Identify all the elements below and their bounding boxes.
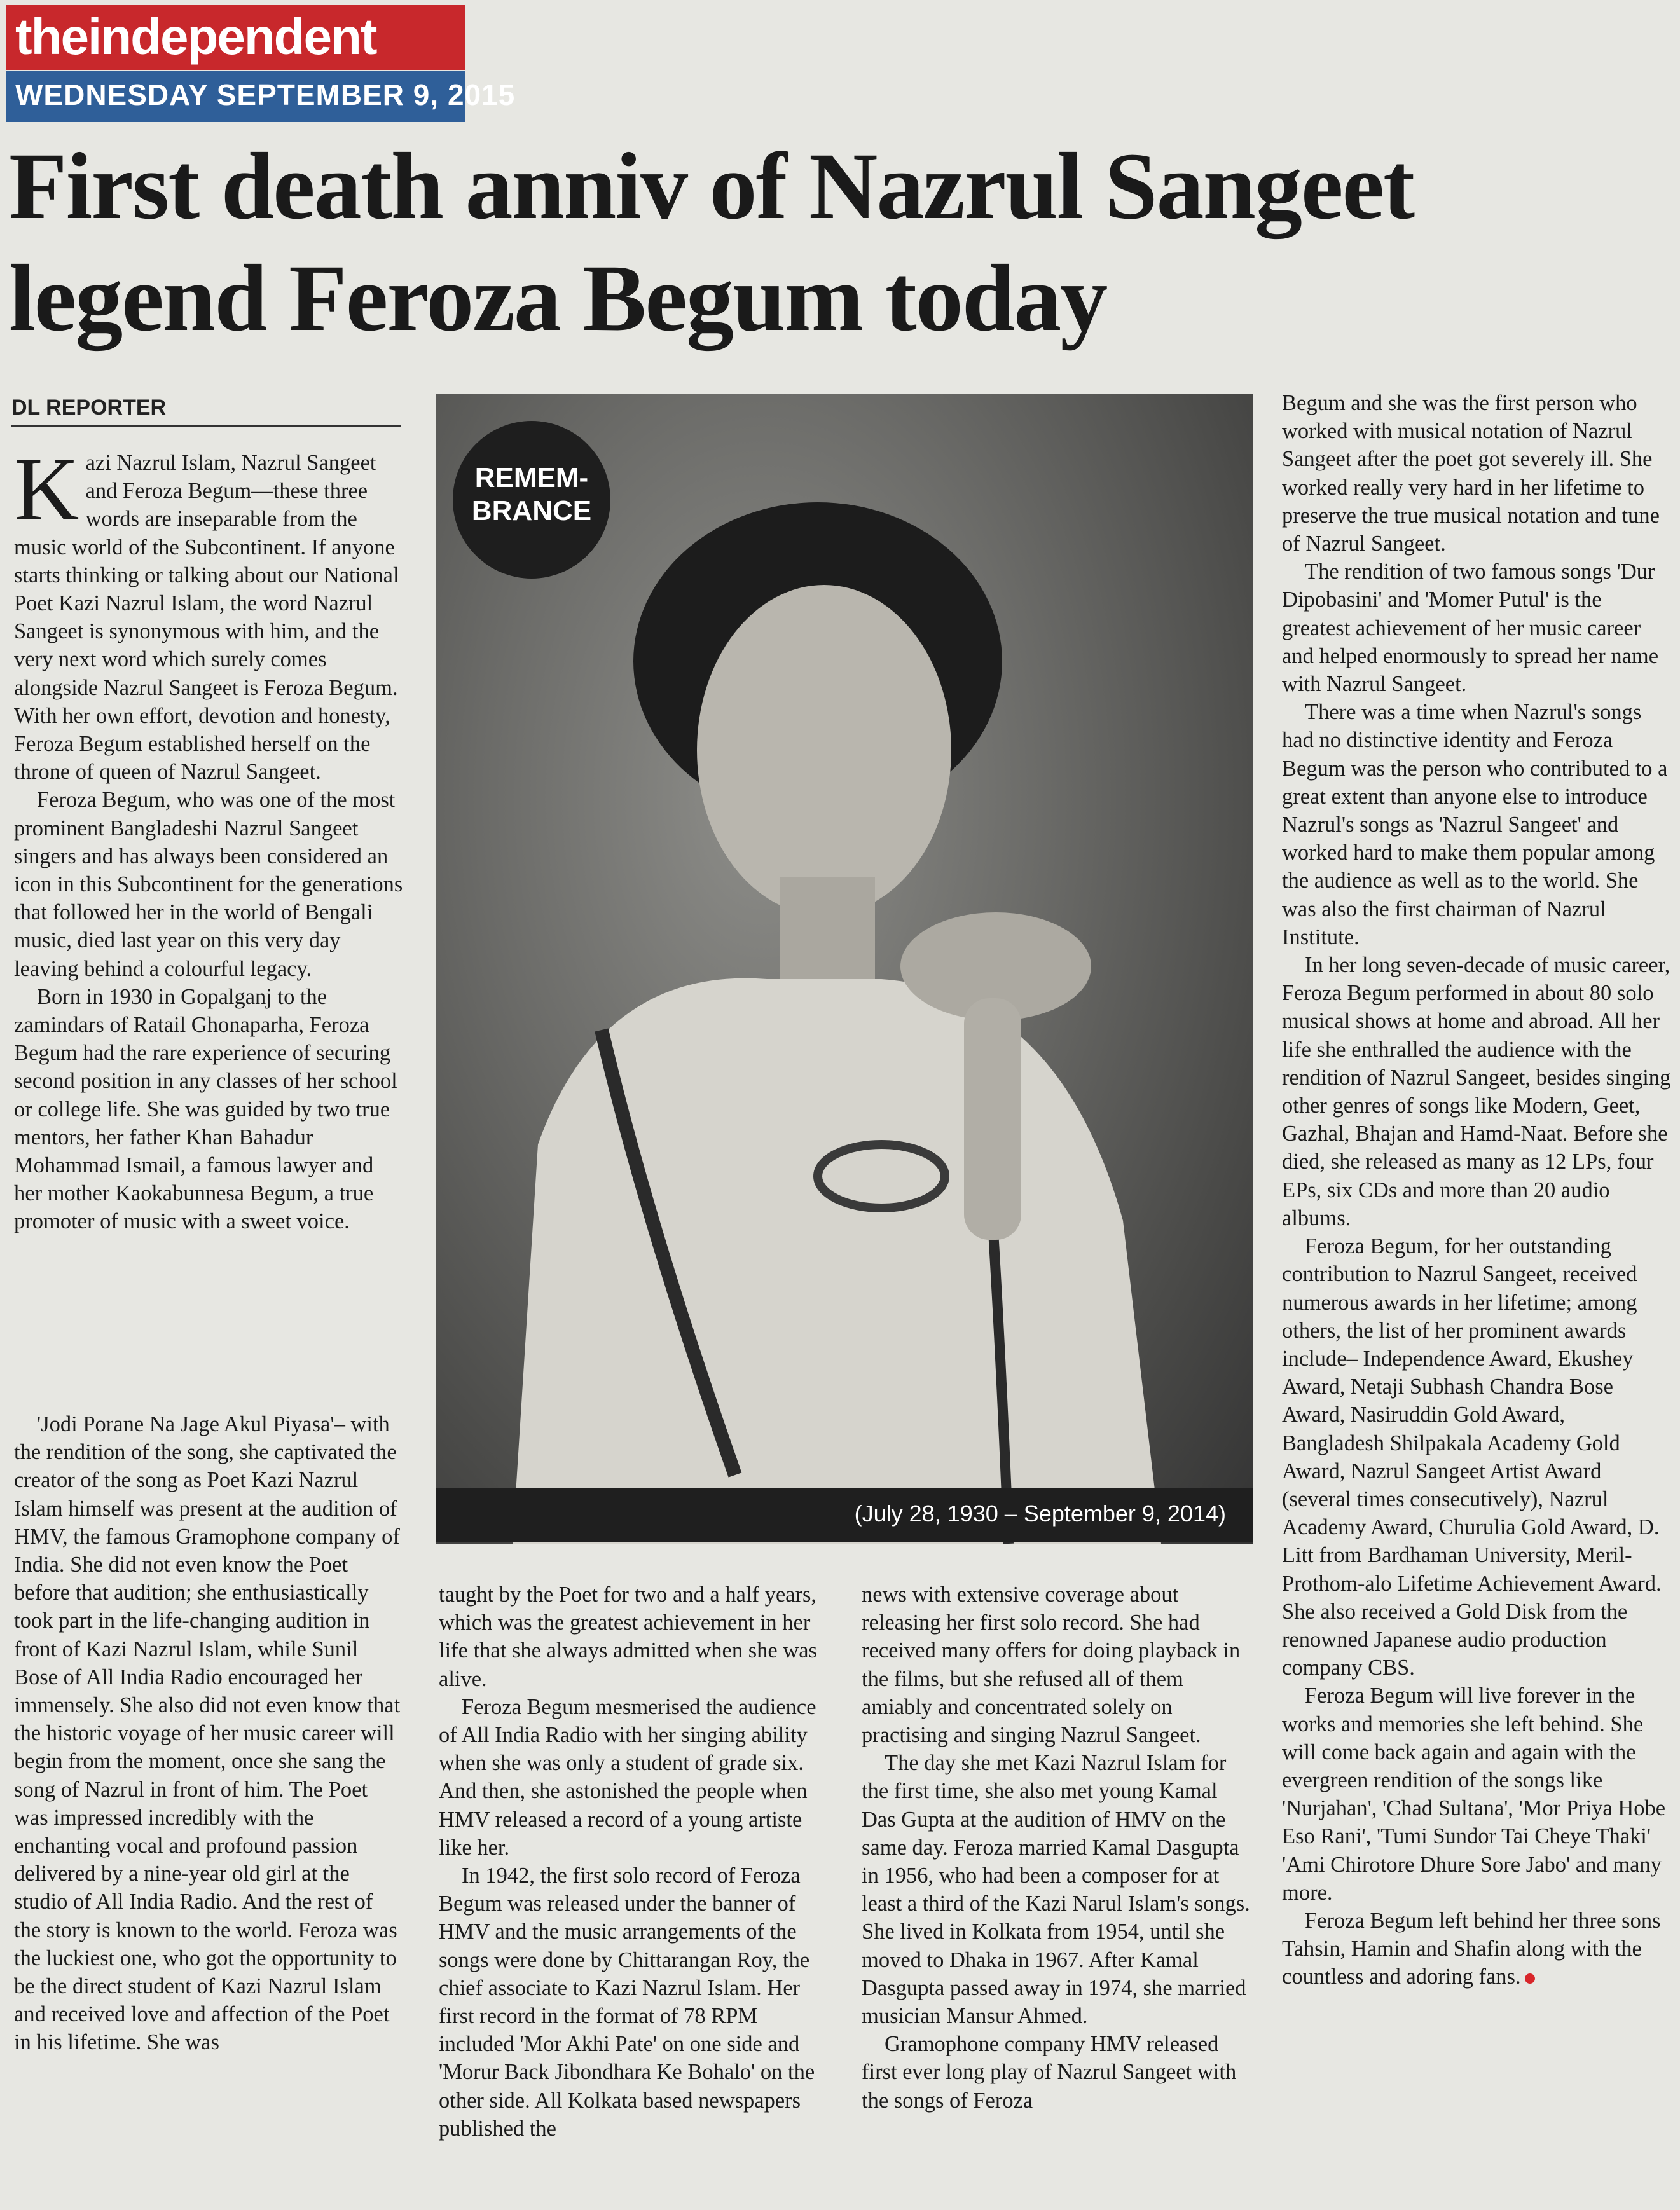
article-column-1-lower	[14, 1410, 403, 2057]
dateline-text: WEDNESDAY SEPTEMBER 9, 2015	[15, 78, 516, 111]
paragraph-7: In 1942, the first solo record of Feroza Begum was released under the banner of HMV and the music arrangements of the songs were done by Chittarangan Roy, the chief associate to Kazi Nazrul Islam. Her first record in the format of 78 RPM included 'Mor Akhi Pate' on one side and 'Morur Back Jibondhara Ke Bohalo' on the other side. All Kolkata based newspapers published the	[439, 1863, 815, 2141]
masthead-title: theindependent	[15, 8, 376, 65]
headline-line2: legend Feroza Begum today	[9, 245, 1107, 351]
remembrance-badge-text	[453, 462, 610, 528]
byline-rule	[11, 425, 401, 427]
paragraph-12: The rendition of two famous songs 'Dur Dipobasini' and 'Momer Putul' is the greatest achievement of her music career and helped enormously to spread her name with Nazrul Sangeet.	[1282, 559, 1659, 697]
article-column-2	[439, 1581, 828, 2143]
paragraph-1	[14, 439, 403, 786]
paragraph-16: Feroza Begum will live forever in the works and memories she left behind. She will come back again and again with the evergreen rendition of the songs like 'Nurjahan', 'Chad Sultana', 'Mor Priya Hobe Eso Rani', 'Tumi Sundor Tai Cheye Thaki' 'Ami Chirotore Dhure Sore Jabo' and many more.	[1282, 1684, 1666, 1905]
paragraph-10: Gramophone company HMV released first ever long play of Nazrul Sangeet with the songs of Feroza	[862, 2032, 1237, 2113]
paragraph-4: 'Jodi Porane Na Jage Akul Piyasa'– with the rendition of the song, she captivated the creator of the song as Poet Kazi Nazrul Islam himself was present at the audition of HMV, the famous Gramophone company of India. She did not even know the Poet before that audition; she enthusiastically took part in the life-changing audition in front of Kazi Nazrul Islam, while Sunil Bose of All India Radio encouraged her immensely. She also did not even know that the historic voyage of her music career will begin from the moment, once she sang the song of Nazrul in front of him. The Poet was impressed incredibly with the enchanting vocal and profound passion delivered by a nine-year old girl at the studio of All India Radio. And the rest of the story is known to the world. Feroza was the luckiest one, who got the opportunity to be the direct student of Kazi Nazrul Islam and received love and affection of the Poet in his lifetime. She was	[14, 1412, 401, 2055]
dropcap: K	[14, 439, 79, 539]
headline-line1: First death anniv of Nazrul Sangeet	[9, 134, 1414, 239]
paragraph-15: Feroza Begum, for her outstanding contribution to Nazrul Sangeet, received numerous awards in her lifetime; among others, the list of her prominent awards include– Independence Award, Ekushey Award, Netaji Subhash Chandra Bose Award, Nasiruddin Gold Award, Bangladesh Shilpakala Academy Gold Award, Nazrul Sangeet Artist Award (several times consecutively), Nazrul Academy Award, Churulia Gold Award, D. Litt from Bardhaman University, Meril-Prothom-alo Lifetime Achievement Award. She also received a Gold Disk from the renowned Japanese audio production company CBS.	[1282, 1234, 1662, 1680]
paragraph-17-text: Feroza Begum left behind her three sons Tahsin, Hamin and Shafin along with the countless and adoring fans.	[1282, 1908, 1661, 1989]
end-marker-icon	[1525, 1973, 1535, 1984]
paragraph-1-text: azi Nazrul Islam, Nazrul Sangeet and Feroza Begum—these three words are inseparable from the music world of the Subcontinent. If anyone starts thinking or talking about our National Poet Kazi Nazrul Islam, the word Nazrul Sangeet is synonymous with him, and the very next word which surely comes alongside Nazrul Sangeet is Feroza Begum. With her own effort, devotion and honesty, Feroza Begum established herself on the throne of queen of Nazrul Sangeet.	[14, 451, 399, 785]
paragraph-3: Born in 1930 in Gopalganj to the zamindars of Ratail Ghonaparha, Feroza Begum had the rare experience of securing second position in any classes of her school or college life. She was guided by two true mentors, her father Khan Bahadur Mohammad Ismail, a famous lawyer and her mother Kaokabunnesa Begum, a true promoter of music with a sweet voice.	[14, 984, 397, 1234]
paragraph-13: There was a time when Nazrul's songs had no distinctive identity and Feroza Begum was the person who contributed to a great extent than anyone else to introduce Nazrul's songs as 'Nazrul Sangeet' and worked hard to make them popular among the audience as well as to the world. She was also the first chairman of Nazrul Institute.	[1282, 700, 1668, 949]
article-column-3	[862, 1581, 1251, 2115]
paragraph-11: Begum and she was the first person who worked with musical notation of Nazrul Sangeet after the poet got severely ill. She worked really very hard in her lifetime to preserve the true musical notation and tune of Nazrul Sangeet.	[1282, 391, 1660, 556]
paragraph-17	[1282, 1907, 1671, 1991]
paragraph-9: The day she met Kazi Nazrul Islam for the first time, she also met young Kamal Das Gupta at the audition of HMV on the same day. Feroza married Kamal Dasgupta in 1956, who had been a composer for at least a third of the Kazi Narul Islam's songs. She lived in Kolkata from 1954, until she moved to Dhaka in 1967. After Kamal Dasgupta passed away in 1974, she married musician Mansur Ahmed.	[862, 1751, 1250, 2029]
article-column-4	[1282, 389, 1671, 1991]
masthead-bar	[6, 5, 465, 70]
paragraph-14: In her long seven-decade of music career, Feroza Begum performed in about 80 solo musical shows at home and abroad. All her life she enthralled the audience with the rendition of Nazrul Sangeet, besides singing other genres of songs like Modern, Geet, Gazhal, Bhajan and Hamd-Naat. Before she died, she released as many as 12 LPs, four EPs, six CDs and more than 20 audio albums.	[1282, 953, 1671, 1230]
paragraph-6: Feroza Begum mesmerised the audience of All India Radio with her singing ability when she was only a student of grade six. And then, she astonished the people when HMV released a record of a young artiste like her.	[439, 1694, 816, 1860]
badge-line-1: REMEM-	[474, 462, 589, 493]
paragraph-2: Feroza Begum, who was one of the most prominent Bangladeshi Nazrul Sangeet singers and has always been considered an icon in this Subcontinent for the generations that followed her in the world of Bengali music, died last year on this very day leaving behind a colourful legacy.	[14, 788, 403, 981]
dateline-bar	[6, 71, 516, 122]
photo-caption-bar	[436, 1488, 1253, 1542]
photo-caption: (July 28, 1930 – September 9, 2014)	[854, 1500, 1226, 1527]
badge-line-2: BRANCE	[471, 495, 592, 526]
byline: DL REPORTER	[11, 395, 167, 420]
remembrance-badge	[453, 421, 610, 579]
paragraph-8: news with extensive coverage about releasing her first solo record. She had received many offers for doing playback in the films, but she refused all of them amiably and concentrated solely on practising and singing Nazrul Sangeet.	[862, 1582, 1241, 1748]
paragraph-5: taught by the Poet for two and a half years, which was the greatest achievement in her life that she always admitted when she was alive.	[439, 1582, 817, 1691]
headline	[9, 130, 1637, 354]
article-column-1	[14, 439, 403, 1236]
